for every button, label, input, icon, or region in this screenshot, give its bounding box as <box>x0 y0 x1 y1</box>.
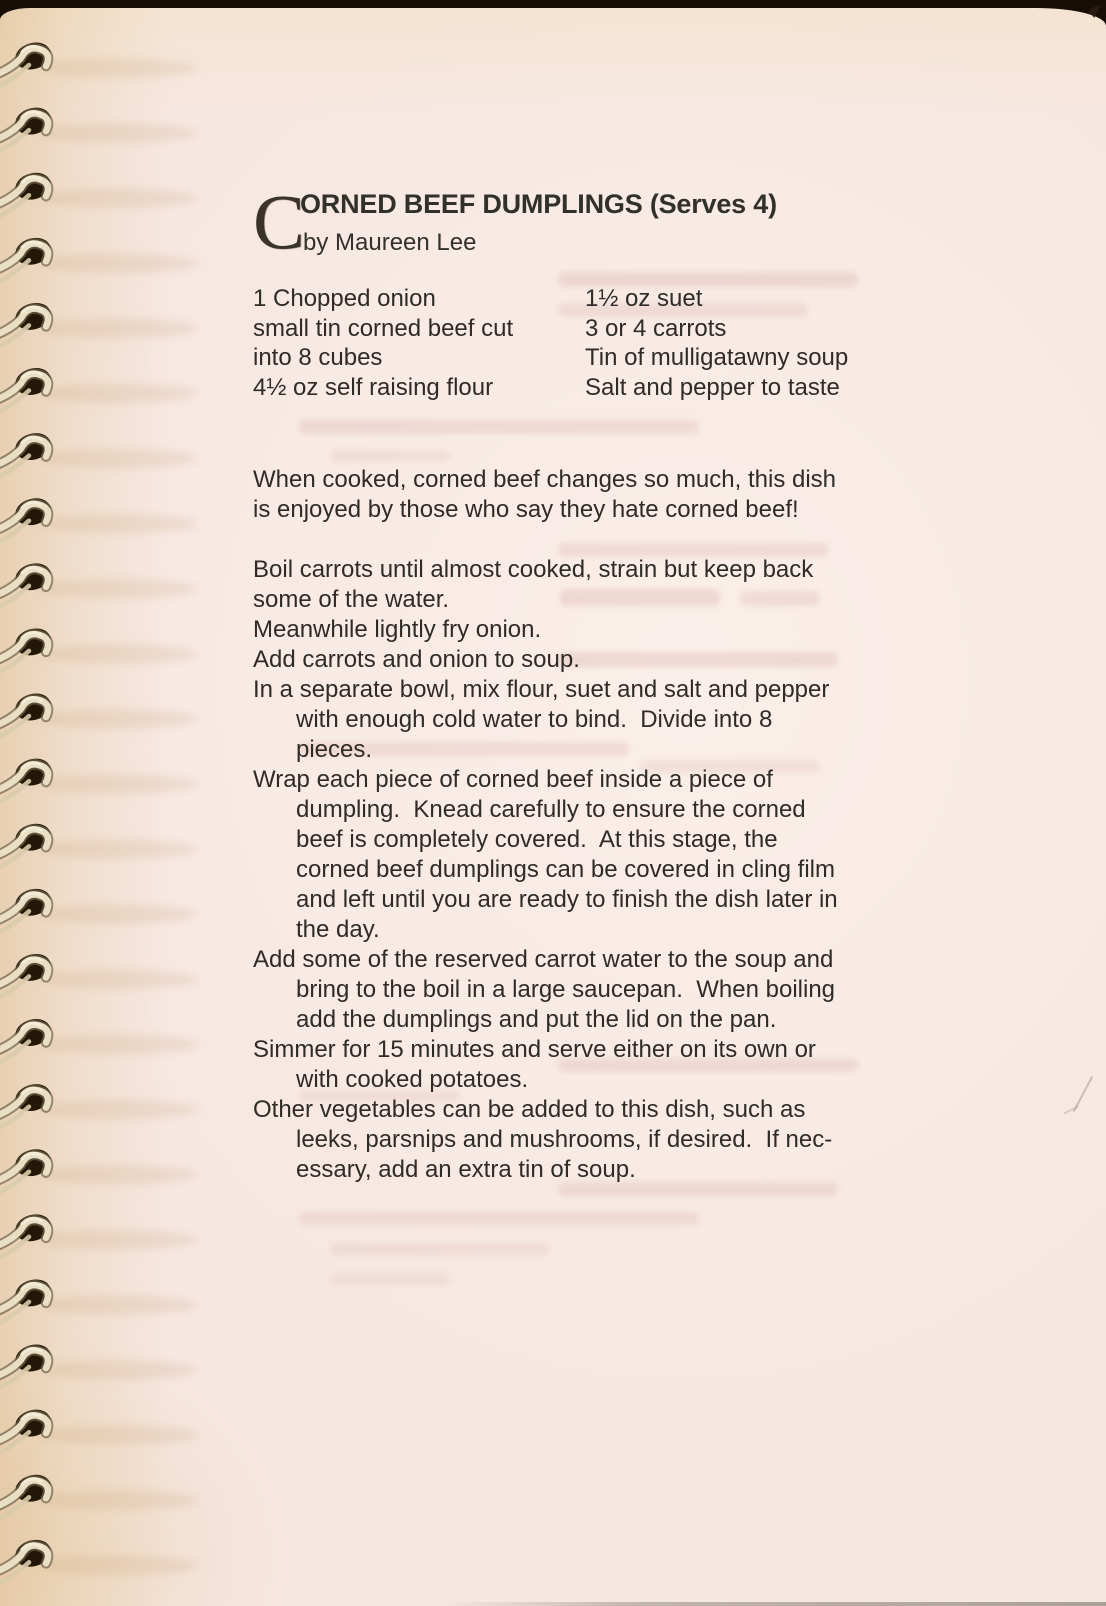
binding-coil <box>0 1015 198 1068</box>
binding-coil <box>0 429 198 482</box>
instruction-line: leeks, parsnips and mushrooms, if desired. If nec- <box>296 1126 833 1153</box>
binding-coil <box>0 364 198 417</box>
ingredient-line: into 8 cubes <box>253 344 383 371</box>
show-through-line <box>299 420 699 434</box>
binding-coil <box>0 1275 198 1328</box>
instruction-line: with cooked potatoes. <box>296 1066 529 1093</box>
ingredient-line: 3 or 4 carrots <box>585 314 727 342</box>
instruction-line: Other vegetables can be added to this dish, such as <box>253 1096 806 1123</box>
instruction-line: pieces. <box>296 736 373 763</box>
binding-coil <box>0 1341 198 1394</box>
binding-coil <box>0 234 198 287</box>
binding-coil <box>0 690 198 743</box>
binding-coil <box>0 1145 198 1198</box>
page-edge-shadow <box>440 1602 1106 1606</box>
binding-coil <box>0 1080 198 1133</box>
show-through-line <box>330 1243 550 1255</box>
binding-coil <box>0 494 198 547</box>
instruction-line: In a separate bowl, mix flour, suet and salt and pepper <box>253 676 830 703</box>
binding-coil <box>0 885 198 938</box>
binding-coil <box>0 559 198 612</box>
binding-coil <box>0 755 198 808</box>
show-through-line <box>299 1212 699 1225</box>
binding-coil <box>0 1536 198 1589</box>
recipe-title: ORNED BEEF DUMPLINGS (Serves 4) <box>300 189 777 219</box>
instruction-line: add the dumplings and put the lid on the pan. <box>296 1006 777 1033</box>
spiral-binding <box>0 0 220 1606</box>
instruction-line: essary, add an extra tin of soup. <box>296 1156 636 1183</box>
instruction-line: Add carrots and onion to soup. <box>253 646 580 673</box>
ingredient-line: 1½ oz suet <box>585 285 703 312</box>
instruction-line: Boil carrots until almost cooked, strain but keep back <box>253 556 814 583</box>
binding-coil <box>0 299 198 352</box>
instruction-line: bring to the boil in a large saucepan. When boiling <box>296 976 836 1003</box>
instruction-line: some of the water. <box>253 586 450 613</box>
instruction-line: beef is completely covered. At this stage, the <box>296 826 778 853</box>
binding-coil <box>0 169 198 222</box>
binding-coil <box>0 950 198 1003</box>
instruction-line: Simmer for 15 minutes and serve either on its own or <box>253 1036 816 1063</box>
instruction-line: Wrap each piece of corned beef inside a piece of <box>253 766 773 793</box>
instruction-line: with enough cold water to bind. Divide into 8 <box>296 706 773 733</box>
instruction-line: Add some of the reserved carrot water to the soup and <box>253 946 834 973</box>
binding-coil <box>0 39 198 92</box>
instructions-block <box>253 465 933 1185</box>
drop-cap-initial: C <box>253 178 306 265</box>
binding-coil <box>0 624 198 677</box>
show-through-line <box>330 1273 450 1285</box>
ingredient-line: Tin of mulligatawny soup <box>585 344 849 371</box>
binding-coil <box>0 104 198 157</box>
ingredient-line: small tin corned beef cut <box>253 314 514 342</box>
instruction-line: the day. <box>296 916 380 943</box>
instruction-line: is enjoyed by those who say they hate corned beef! <box>253 496 799 523</box>
instruction-line: corned beef dumplings can be covered in cling film <box>296 856 835 883</box>
show-through-line <box>330 450 450 462</box>
ingredient-line: Salt and pepper to taste <box>585 373 840 401</box>
binding-coil <box>0 820 198 873</box>
recipe-byline: by Maureen Lee <box>303 229 477 256</box>
instruction-line: and left until you are ready to finish the dish later in <box>296 886 838 913</box>
binding-coil <box>0 1406 198 1459</box>
binding-coil <box>0 1210 198 1263</box>
paragraph-gap <box>253 525 933 555</box>
ingredient-line: 4½ oz self raising flour <box>253 373 494 401</box>
instruction-line: When cooked, corned beef changes so much, this dish <box>253 466 837 493</box>
ingredient-line: 1 Chopped onion <box>253 285 436 312</box>
ingredients-left-column <box>253 284 513 402</box>
instruction-line: Meanwhile lightly fry onion. <box>253 616 542 643</box>
ingredients-right-column <box>585 284 848 402</box>
binding-coil <box>0 1471 198 1524</box>
instruction-line: dumpling. Knead carefully to ensure the corned <box>296 796 806 823</box>
